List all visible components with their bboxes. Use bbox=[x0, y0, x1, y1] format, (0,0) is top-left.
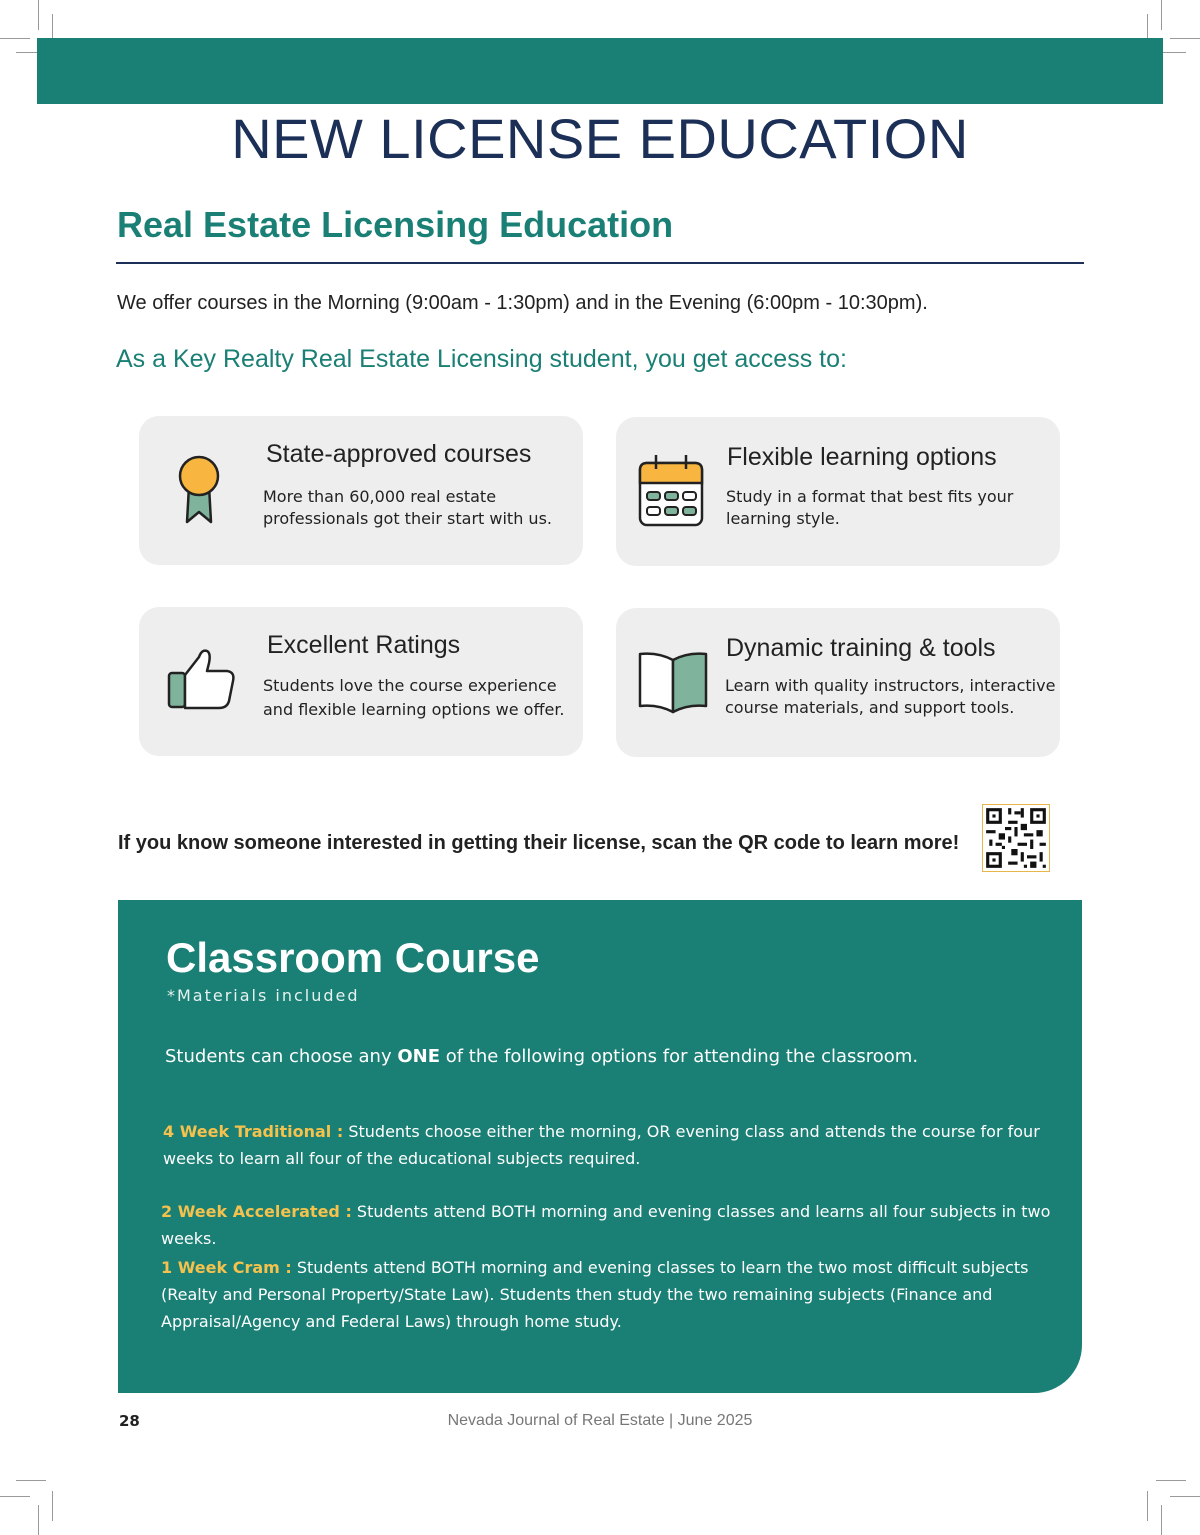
lead-text: Students can choose any bbox=[165, 1046, 398, 1067]
card-text-line: course materials, and support tools. bbox=[725, 698, 1015, 717]
crop-mark bbox=[1170, 1496, 1200, 1497]
crop-mark bbox=[0, 1496, 30, 1497]
lead-emphasis: ONE bbox=[397, 1046, 441, 1067]
card-text-line: Study in a format that best fits your bbox=[726, 487, 1014, 506]
option-text: Students attend BOTH morning and evening classes and learns all four subjects in two weeks. bbox=[161, 1202, 1051, 1248]
lead-text: of the following options for attending the classroom. bbox=[440, 1046, 919, 1067]
crop-mark bbox=[1161, 1505, 1162, 1535]
feature-card-flexible-learning bbox=[616, 417, 1060, 566]
card-text-line: Students love the course experience bbox=[263, 676, 557, 695]
crop-mark bbox=[38, 1505, 39, 1535]
option-label: 1 Week Cram : bbox=[161, 1258, 292, 1277]
option-1-week bbox=[161, 1254, 1031, 1335]
card-title: Excellent Ratings bbox=[267, 631, 461, 659]
option-text: Students choose either the morning, OR evening class and attends the course for four weeks to learn all four of the educational subjects required. bbox=[163, 1122, 1040, 1168]
calendar-icon bbox=[638, 453, 704, 529]
option-label: 2 Week Accelerated : bbox=[161, 1202, 352, 1221]
access-heading: As a Key Realty Real Estate Licensing student, you get access to: bbox=[116, 345, 847, 373]
crop-mark bbox=[16, 1480, 46, 1481]
card-text-line: and flexible learning options we offer. bbox=[263, 700, 565, 719]
qr-code[interactable] bbox=[982, 804, 1050, 872]
crop-mark bbox=[0, 38, 30, 39]
option-4-week bbox=[163, 1118, 1043, 1172]
classroom-lead bbox=[165, 1046, 918, 1067]
card-text-line: More than 60,000 real estate bbox=[263, 487, 497, 506]
crop-mark bbox=[1170, 38, 1200, 39]
classroom-title: Classroom Course bbox=[166, 934, 540, 981]
classroom-course-panel bbox=[118, 900, 1082, 1393]
classroom-subtitle: *Materials included bbox=[167, 986, 360, 1005]
qr-code-icon bbox=[983, 805, 1049, 871]
card-title: Dynamic training & tools bbox=[726, 634, 996, 662]
card-text-line: professionals got their start with us. bbox=[263, 509, 552, 528]
option-label: 4 Week Traditional : bbox=[163, 1122, 344, 1141]
feature-card-state-approved bbox=[139, 416, 583, 565]
feature-card-dynamic-training bbox=[616, 608, 1060, 757]
crop-mark bbox=[1147, 1491, 1148, 1521]
page-number: 28 bbox=[119, 1412, 140, 1430]
publication-footer: Nevada Journal of Real Estate | June 2025 bbox=[447, 1412, 753, 1429]
qr-prompt: If you know someone interested in getting their license, scan the QR code to learn more! bbox=[118, 832, 960, 854]
ribbon-award-icon bbox=[177, 452, 225, 528]
thumbs-up-icon bbox=[167, 647, 237, 711]
header-band bbox=[37, 38, 1163, 104]
section-title: Real Estate Licensing Education bbox=[117, 204, 674, 245]
crop-mark bbox=[1156, 1480, 1186, 1481]
crop-mark bbox=[1161, 0, 1162, 30]
schedule-intro: We offer courses in the Morning (9:00am - 1:30pm) and in the Evening (6:00pm - 10:30pm). bbox=[117, 292, 928, 314]
card-text-line: learning style. bbox=[726, 509, 840, 528]
option-2-week bbox=[161, 1198, 1061, 1252]
card-text-line: Learn with quality instructors, interactive bbox=[725, 676, 1056, 695]
option-text: Students attend BOTH morning and evening classes to learn the two most difficult subjects (Realty and Personal Property/State Law). Students then study the two remaining subjects (Finance and Appraisal/Agency and Federal Laws) through home study. bbox=[161, 1258, 1029, 1331]
section-divider bbox=[116, 262, 1084, 264]
page-title: NEW LICENSE EDUCATION bbox=[231, 107, 969, 170]
crop-mark bbox=[38, 0, 39, 30]
open-book-icon bbox=[638, 652, 708, 714]
card-title: State-approved courses bbox=[266, 440, 532, 468]
feature-card-excellent-ratings bbox=[139, 607, 583, 756]
card-title: Flexible learning options bbox=[727, 443, 997, 471]
crop-mark bbox=[52, 1491, 53, 1521]
